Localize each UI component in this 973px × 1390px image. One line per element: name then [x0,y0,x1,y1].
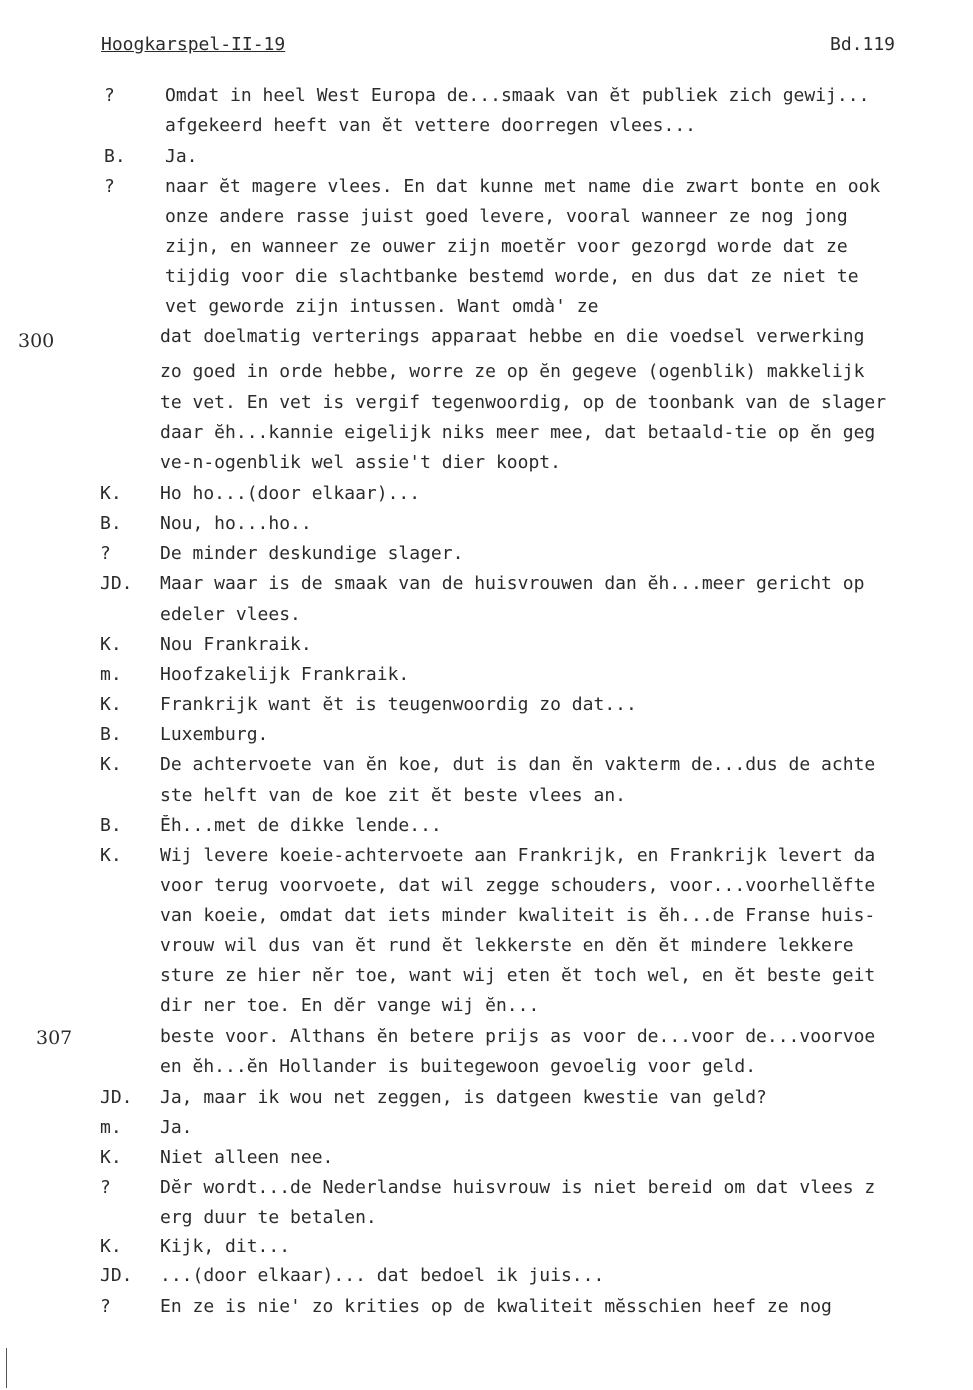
transcript-line: te vet. En vet is vergif tegenwoordig, op de toonbank van de slager [160,392,887,413]
transcript-line: Ĕh...met de dikke lende... [160,815,442,836]
transcript-line: afgekeerd heeft van ĕt vettere doorregen vlees... [165,115,697,136]
speaker-label: m. [100,664,122,685]
transcript-line: dir ner toe. En dĕr vange wij ĕn... [160,995,540,1016]
speaker-label: K. [100,634,122,655]
transcript-line: Hoofzakelijk Frankraik. [160,664,410,685]
transcript-line: Nou Frankraik. [160,634,312,655]
speaker-label: B. [100,815,122,836]
transcript-line: zo goed in orde hebbe, worre ze op ĕn gegeve (ogenblik) makkelijk [160,361,865,382]
transcript-line: De achtervoete van ĕn koe, dut is dan ĕn vakterm de...dus de achte [160,754,876,775]
speaker-label: B. [100,724,122,745]
transcript-line: Ja. [165,146,198,167]
transcript-line: De minder deskundige slager. [160,543,464,564]
transcript-line: En ze is nie' zo krities op de kwaliteit mĕsschien heef ze nog [160,1296,832,1317]
transcript-line: voor terug voorvoete, dat wil zegge schouders, voor...voorhellĕfte [160,875,876,896]
transcript-line: daar ĕh...kannie eigelijk niks meer mee, dat betaald-tie op ĕn geg [160,422,876,443]
transcript-line: dat doelmatig verterings apparaat hebbe en die voedsel verwerking [160,326,865,347]
speaker-label: K. [100,845,122,866]
transcript-line: tijdig voor die slachtbanke bestemd worde, en dus dat ze niet te [165,266,859,287]
transcript-line: Niet alleen nee. [160,1147,334,1168]
transcript-line: Kijk, dit... [160,1236,291,1257]
transcript-line: Ho ho...(door elkaar)... [160,483,421,504]
speaker-label: K. [100,1236,122,1257]
speaker-label: B. [104,146,126,167]
speaker-label: K. [100,1147,122,1168]
speaker-label: m. [100,1117,122,1138]
transcript-line: beste voor. Althans ĕn betere prijs as voor de...voor de...voorvoe [160,1026,876,1047]
transcript-line: Wij levere koeie-achtervoete aan Frankrijk, en Frankrijk levert da [160,845,876,866]
transcript-line: Dĕr wordt...de Nederlandse huisvrouw is niet bereid om dat vlees z [160,1177,876,1198]
transcript-line: ste helft van de koe zit ĕt beste vlees an. [160,785,626,806]
transcript-line: Nou, ho...ho.. [160,513,312,534]
speaker-label: B. [100,513,122,534]
transcript-line: naar ĕt magere vlees. En dat kunne met name die zwart bonte en ook [165,176,881,197]
margin-mark [6,1348,7,1388]
speaker-label: ? [100,1296,111,1317]
transcript-line: Frankrijk want ĕt is teugenwoordig zo dat... [160,694,637,715]
transcript-line: zijn, en wanneer ze ouwer zijn moetĕr voor gezorgd worde dat ze [165,236,848,257]
speaker-label: K. [100,483,122,504]
speaker-label: ? [100,1177,111,1198]
document-title: Hoogkarspel-II-19 [101,34,286,55]
transcript-line: ve-n-ogenblik wel assie't dier koopt. [160,452,561,473]
speaker-label: ? [104,85,115,106]
transcript-line: Ja, maar ik wou net zeggen, is datgeen kwestie van geld? [160,1087,767,1108]
speaker-label: K. [100,754,122,775]
transcript-line: sture ze hier nĕr toe, want wij eten ĕt toch wel, en ĕt beste geit [160,965,876,986]
transcript-line: Ja. [160,1117,193,1138]
transcript-line: Luxemburg. [160,724,269,745]
speaker-label: ? [100,543,111,564]
transcript-line: Maar waar is de smaak van de huisvrouwen dan ĕh...meer gericht op [160,573,865,594]
transcript-line: Omdat in heel West Europa de...smaak van ĕt publiek zich gewij... [165,85,870,106]
speaker-label: JD. [100,573,133,594]
speaker-label: K. [100,694,122,715]
transcript-line: erg duur te betalen. [160,1207,377,1228]
transcript-line: van koeie, omdat dat iets minder kwaliteit is ĕh...de Franse huis- [160,905,876,926]
speaker-label: ? [104,176,115,197]
transcript-line: ...(door elkaar)... dat bedoel ik juis... [160,1265,605,1286]
speaker-label: JD. [100,1265,133,1286]
transcript-line: vet geworde zijn intussen. Want omdà' ze [165,296,599,317]
transcript-line: edeler vlees. [160,604,301,625]
transcript-line: onze andere rasse juist goed levere, vooral wanneer ze nog jong [165,206,848,227]
speaker-label: JD. [100,1087,133,1108]
transcript-line: en ĕh...ĕn Hollander is buitegewoon gevoelig voor geld. [160,1056,757,1077]
line-number-307: 307 [36,1027,73,1049]
transcript-line: vrouw wil dus van ĕt rund ĕt lekkerste en dĕn ĕt mindere lekkere [160,935,854,956]
line-number-300: 300 [18,330,55,352]
page-number: Bd.119 [830,34,896,55]
